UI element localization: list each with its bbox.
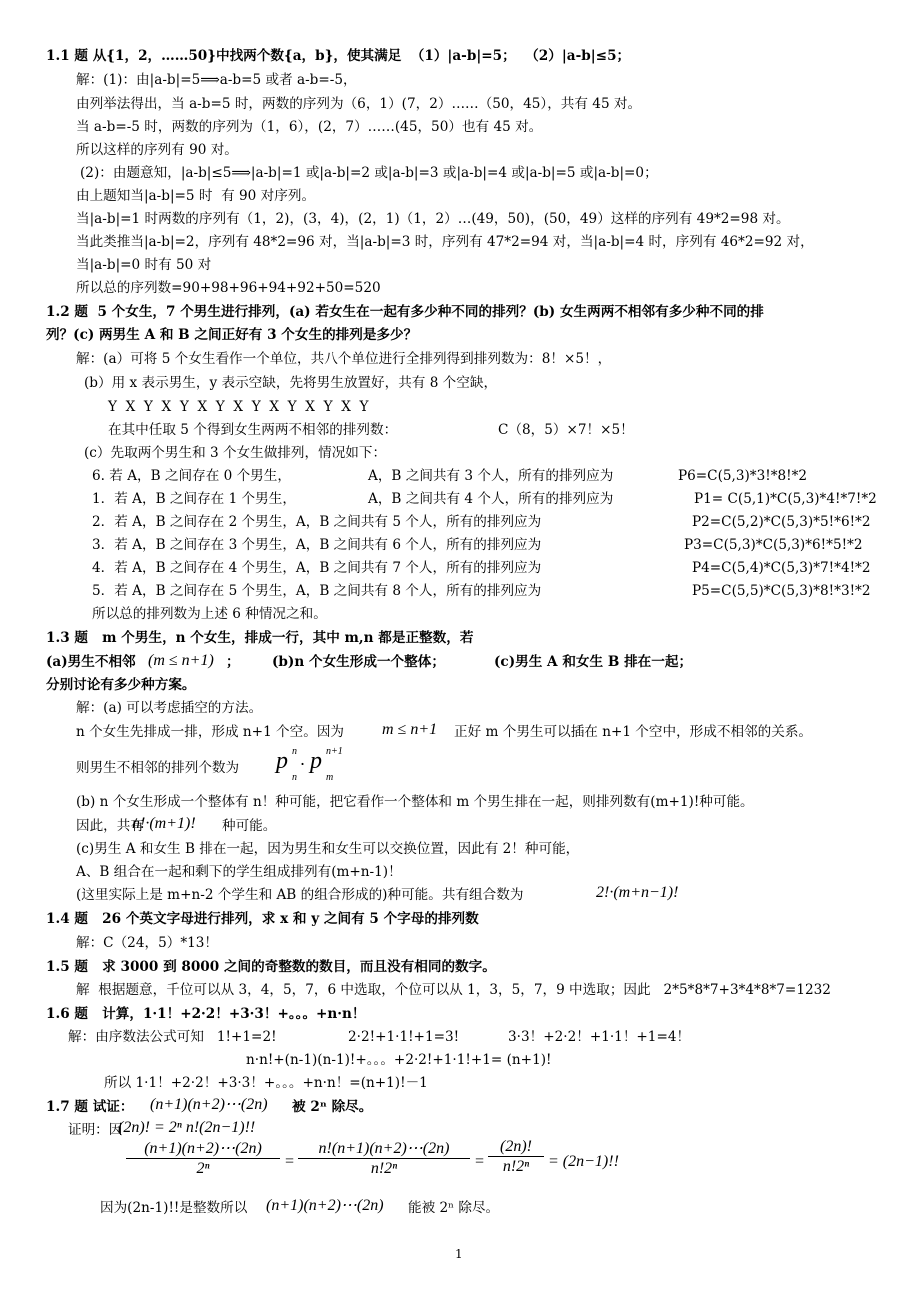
p13-line: 种可能。 (222, 818, 277, 834)
p13-line: 解：(a) 可以考虑插空的方法。 (76, 700, 263, 716)
p13-subq-a: (a)男生不相邻 (46, 654, 136, 670)
p16-line: n·n!+(n-1)(n-1)!+。。。+2·2!+1·1!+1= (n+1)! (246, 1052, 552, 1068)
p11-line: 当此类推当|a-b|=2，序列有 48*2=96 对，当|a-b|=3 时，序列有 47*2=94 对，当|a-b|=4 时，序列有 46*2=92 对， (76, 234, 814, 250)
p11-line: 解：(1)：由|a-b|=5⟹a-b=5 或者 a-b=-5， (76, 72, 357, 88)
problem-1-2-title: 列？(c) 两男生 A 和 B 之间正好有 3 个女生的排列是多少？ (46, 327, 418, 343)
p12-case-formula: P4=C(5,4)*C(5,3)*7!*4!*2 (692, 560, 871, 576)
p13-subq-a-math: (m ≤ n+1) (148, 652, 214, 669)
p12-line: C（8，5）×7！×5！ (498, 422, 634, 438)
p11-line: 当|a-b|=0 时有 50 对 (76, 257, 212, 273)
p12-xy-sequence: Y X Y X Y X Y X Y X Y X Y X Y (108, 399, 369, 415)
p12-case-formula: P2=C(5,2)*C(5,3)*5!*6!*2 (692, 514, 871, 530)
problem-1-6-title: 1.6 题 计算，1·1！+2·2！+3·3！+。。。+n·n！ (46, 1006, 366, 1022)
p16-line: 解：由序数法公式可知 1!+1=2! (68, 1029, 277, 1045)
p12-case-text: 3．若 A，B 之间存在 3 个男生，A，B 之间共有 6 个人，所有的排列应为 (92, 537, 542, 553)
p12-case-text: 1．若 A，B 之间存在 1 个男生， (92, 491, 296, 507)
fraction-numerator: (2n)! (488, 1138, 544, 1157)
problem-1-7-title: 1.7 题 试证： (46, 1099, 134, 1115)
p12-line: 解：(a）可将 5 个女生看作一个单位，共八个单位进行全排列得到排列数为：8！×5！， (76, 351, 612, 367)
fraction (298, 1138, 470, 1178)
p16-line: 2·2!+1·1!+1=3! (348, 1029, 460, 1045)
equals-sign: = (474, 1153, 485, 1170)
perm-sup: n+1 (326, 746, 343, 757)
p13-subq-b: (b)n 个女生形成一个整体； (272, 654, 445, 670)
p13-line: 则男生不相邻的排列个数为 (76, 760, 240, 776)
p13-line: (这里实际上是 m+n-2 个学生和 AB 的组合形成的)种可能。共有组合数为 (76, 887, 524, 903)
fraction-numerator: n!(n+1)(n+2)⋯(2n) (298, 1138, 470, 1159)
problem-1-5-title: 1.5 题 求 3000 到 8000 之间的奇整数的数目，而且没有相同的数字。 (46, 959, 496, 975)
p17-math: (n+1)(n+2)⋯(2n) (266, 1197, 384, 1214)
p12-case-text: 6. 若 A，B 之间存在 0 个男生， (92, 468, 291, 484)
p13-math: n!·(m+1)! (132, 815, 196, 832)
fraction (488, 1138, 544, 1176)
p11-line: 由上题知当|a-b|=5 时 有 90 对序列。 (76, 188, 316, 204)
p17-line: 证明：因 (68, 1122, 123, 1138)
p15-line: 解 根据题意，千位可以从 3，4，5，7，6 中选取，个位可以从 1，3，5，7，9 中选取；因此 2*5*8*7+3*4*8*7=1232 (76, 982, 831, 998)
p11-line: 当 a-b=-5 时，两数的序列为（1，6），(2，7）……(45，50）也有 45 对。 (76, 119, 543, 135)
fraction-denominator: 2ⁿ (196, 1160, 210, 1177)
p11-line: (2)：由题意知，|a-b|≤5⟹|a-b|=1 或|a-b|=2 或|a-b|=3 或|a-b|=4 或|a-b|=5 或|a-b|=0； (80, 165, 658, 181)
p17-title-end: 被 2ⁿ 除尽。 (292, 1099, 373, 1115)
p17-math: (2n)! = 2ⁿ n!(2n−1)!! (118, 1119, 256, 1136)
problem-1-3-title: 1.3 题 m 个男生，n 个女生，排成一行，其中 m,n 都是正整数，若 (46, 630, 474, 646)
p12-case-formula: P6=C(5,3)*3!*8!*2 (678, 468, 808, 484)
problem-1-1-title: 1.1 题 从{1，2，……50}中找两个数{a，b}，使其满足 （1）|a-b|=5； （2）|a-b|≤5； (46, 48, 631, 64)
p12-line: 所以总的排列数为上述 6 种情况之和。 (92, 606, 327, 622)
p13-subq-a-end: ； (226, 654, 240, 670)
p13-math: m ≤ n+1 (382, 721, 438, 738)
problem-1-4-title: 1.4 题 26 个英文字母进行排列，求 x 和 y 之间有 5 个字母的排列数 (46, 911, 479, 927)
perm-sub: n (292, 772, 297, 783)
p16-line: 3·3！+2·2！+1·1！+1=4！ (508, 1029, 691, 1045)
p12-case-text: A，B 之间共有 3 个人，所有的排列应为 (368, 468, 614, 484)
fraction-result: = (2n−1)!! (548, 1153, 619, 1170)
p17-title-math: (n+1)(n+2)⋯(2n) (150, 1096, 268, 1113)
fraction-denominator: n!2ⁿ (370, 1160, 398, 1177)
problem-1-2-title: 1.2 题 5 个女生，7 个男生进行排列，(a) 若女生在一起有多少种不同的排列？(b) 女生两两不相邻有多少种不同的排 (46, 304, 764, 320)
problem-1-3-title: 分别讨论有多少种方案。 (46, 677, 196, 693)
perm-base: p (310, 748, 322, 774)
p11-line: 当|a-b|=1 时两数的序列有（1，2)，(3，4)，(2，1)（1，2）…(49，50)，(50，49）这样的序列有 49*2=98 对。 (76, 211, 790, 227)
p13-math: 2!·(m+n−1)! (596, 884, 679, 901)
fraction-denominator: n!2ⁿ (502, 1158, 530, 1175)
p12-case-text: 4．若 A，B 之间存在 4 个男生，A，B 之间共有 7 个人，所有的排列应为 (92, 560, 542, 576)
page-number: 1 (455, 1247, 463, 1261)
fraction (126, 1138, 280, 1178)
p13-line: (b) n 个女生形成一个整体有 n！种可能，把它看作一个整体和 m 个男生排在一起，则排列数有(m+1)!种可能。 (76, 794, 754, 810)
p11-line: 所以这样的序列有 90 对。 (76, 142, 238, 158)
p12-line: (c）先取两个男生和 3 个女生做排列，情况如下： (84, 445, 387, 461)
p12-case-text: A，B 之间共有 4 个人，所有的排列应为 (368, 491, 614, 507)
perm-dot: · (300, 754, 305, 774)
perm-sup: n (292, 746, 297, 757)
p13-line: A、B 组合在一起和剩下的学生组成排列有(m+n-1)！ (76, 864, 402, 880)
p12-line: (b）用 x 表示男生，y 表示空缺，先将男生放置好，共有 8 个空缺， (84, 375, 498, 391)
p12-case-formula: P3=C(5,3)*C(5,3)*6!*5!*2 (684, 537, 863, 553)
p11-line: 所以总的序列数=90+98+96+94+92+50=520 (76, 280, 381, 296)
p13-line: n 个女生先排成一排，形成 n+1 个空。因为 (76, 724, 345, 740)
p13-line: (c)男生 A 和女生 B 排在一起，因为男生和女生可以交换位置，因此有 2！种可能， (76, 841, 580, 857)
perm-base: p (276, 748, 288, 774)
p12-case-formula: P1= C(5,1)*C(5,3)*4!*7!*2 (694, 491, 877, 507)
p12-line: 在其中任取 5 个得到女生两两不相邻的排列数： (108, 422, 398, 438)
p14-line: 解：C（24，5）*13！ (76, 935, 219, 951)
p17-line: 能被 2ⁿ 除尽。 (408, 1200, 500, 1216)
p13-line: 正好 m 个男生可以插在 n+1 个空中，形成不相邻的关系。 (454, 724, 813, 740)
perm-sub: m (326, 772, 334, 783)
p11-line: 由列举法得出，当 a-b=5 时，两数的序列为（6，1）(7，2）……（50，45），共有 45 对。 (76, 96, 642, 112)
p17-line: 因为(2n-1)!!是整数所以 (100, 1200, 248, 1216)
p12-case-text: 2．若 A，B 之间存在 2 个男生，A，B 之间共有 5 个人，所有的排列应为 (92, 514, 542, 530)
equals-sign: = (284, 1153, 295, 1170)
p13-subq-c: (c)男生 A 和女生 B 排在一起； (494, 654, 693, 670)
p13-line: 因此，共有 (76, 818, 144, 834)
p16-line: 所以 1·1！+2·2！+3·3！+。。。+n·n！=(n+1)!－1 (104, 1075, 428, 1091)
p12-case-formula: P5=C(5,5)*C(5,3)*8!*3!*2 (692, 583, 871, 599)
p12-case-text: 5．若 A，B 之间存在 5 个男生，A，B 之间共有 8 个人，所有的排列应为 (92, 583, 542, 599)
fraction-numerator: (n+1)(n+2)⋯(2n) (126, 1138, 280, 1159)
